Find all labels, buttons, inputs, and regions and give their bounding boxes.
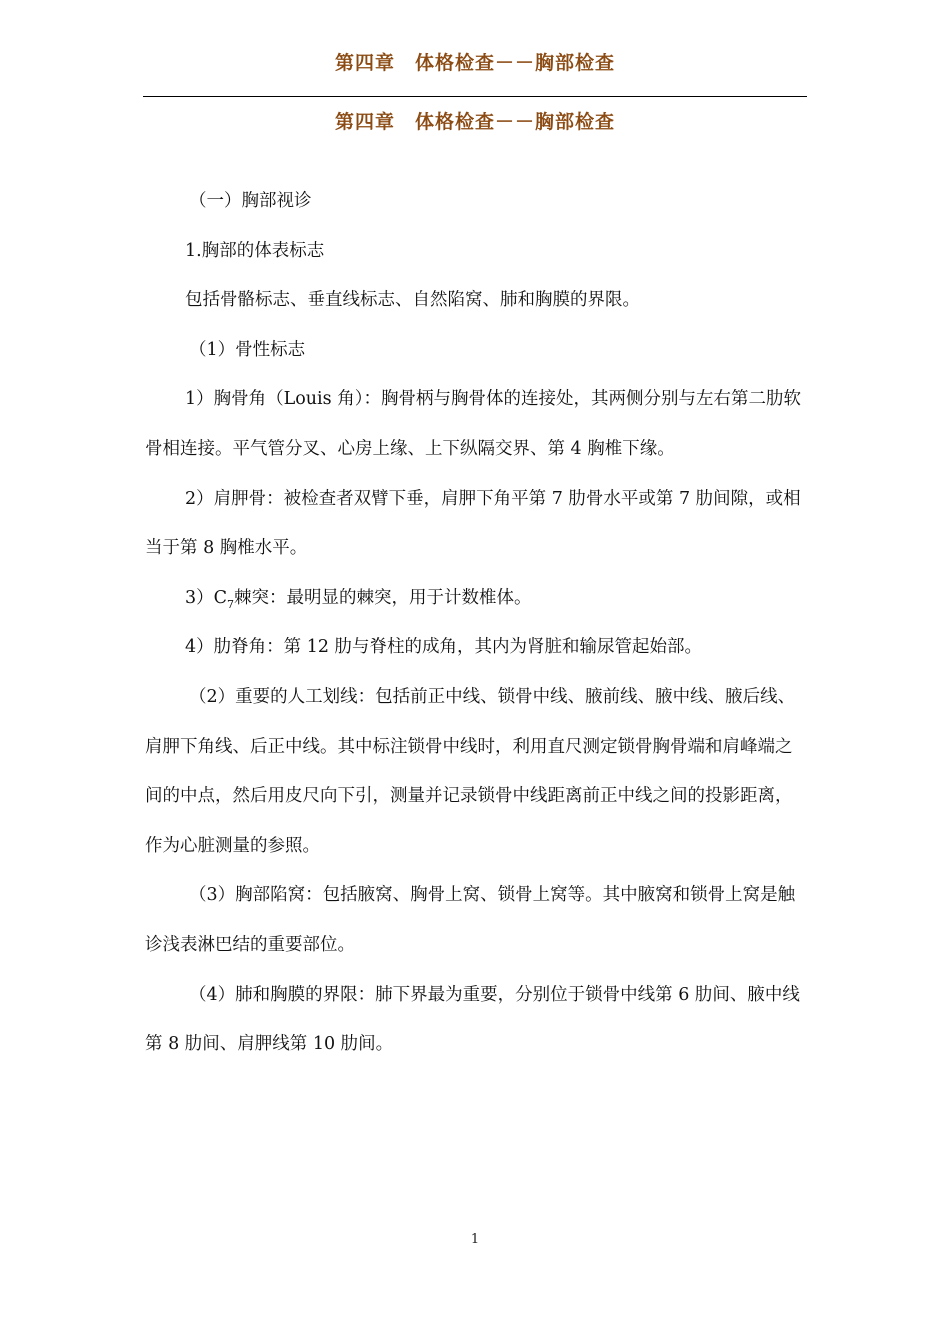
document-body: [145, 177, 809, 1070]
subsection-heading: （1）骨性标志: [189, 339, 306, 360]
paragraph: [145, 574, 809, 624]
paragraph: （3）胸部陷窝：包括腋窝、胸骨上窝、锁骨上窝等。其中腋窝和锁骨上窝是触诊浅表淋巴结的重要部位。: [145, 885, 796, 955]
header-divider: [143, 96, 807, 97]
paragraph: 4）肋脊角：第 12 肋与脊柱的成角，其内为肾脏和输尿管起始部。: [185, 637, 703, 658]
paragraph-text: 棘突：最明显的棘突，用于计数椎体。: [234, 587, 532, 608]
paragraph: 包括骨骼标志、垂直线标志、自然陷窝、肺和胸膜的界限。: [185, 290, 640, 311]
paragraph: （4）肺和胸膜的界限：肺下界最为重要，分别位于锁骨中线第 6 肋间、腋中线第 8 肋间、肩胛线第 10 肋间。: [145, 984, 800, 1055]
paragraph: 2）肩胛骨：被检查者双臂下垂，肩胛下角平第 7 肋骨水平或第 7 肋间隙，或相当于第 8 胸椎水平。: [145, 488, 801, 559]
paragraph-prefix: 3）C: [185, 587, 228, 608]
paragraph: （2）重要的人工划线：包括前正中线、锁骨中线、腋前线、腋中线、腋后线、肩胛下角线、后正中线。其中标注锁骨中线时，利用直尺测定锁骨胸骨端和肩峰端之间的中点，然后用皮尺向下引，测量并记录锁骨中线距离前正中线之间的投影距离，作为心脏测量的参照。: [145, 686, 796, 856]
page-number: 1: [470, 1232, 480, 1247]
paragraph: 1）胸骨角（Louis 角）：胸骨柄与胸骨体的连接处，其两侧分别与左右第二肋软骨相连接。平气管分叉、心房上缘、上下纵隔交界、第 4 胸椎下缘。: [145, 389, 801, 459]
subscript: 7: [227, 597, 235, 611]
section-heading: （一）胸部视诊: [189, 191, 312, 211]
subsection-heading: 1.胸部的体表标志: [185, 240, 325, 261]
document-title: 第四章 体格检查－－胸部检查: [334, 111, 615, 133]
running-header: 第四章 体格检查－－胸部检查: [334, 52, 615, 74]
